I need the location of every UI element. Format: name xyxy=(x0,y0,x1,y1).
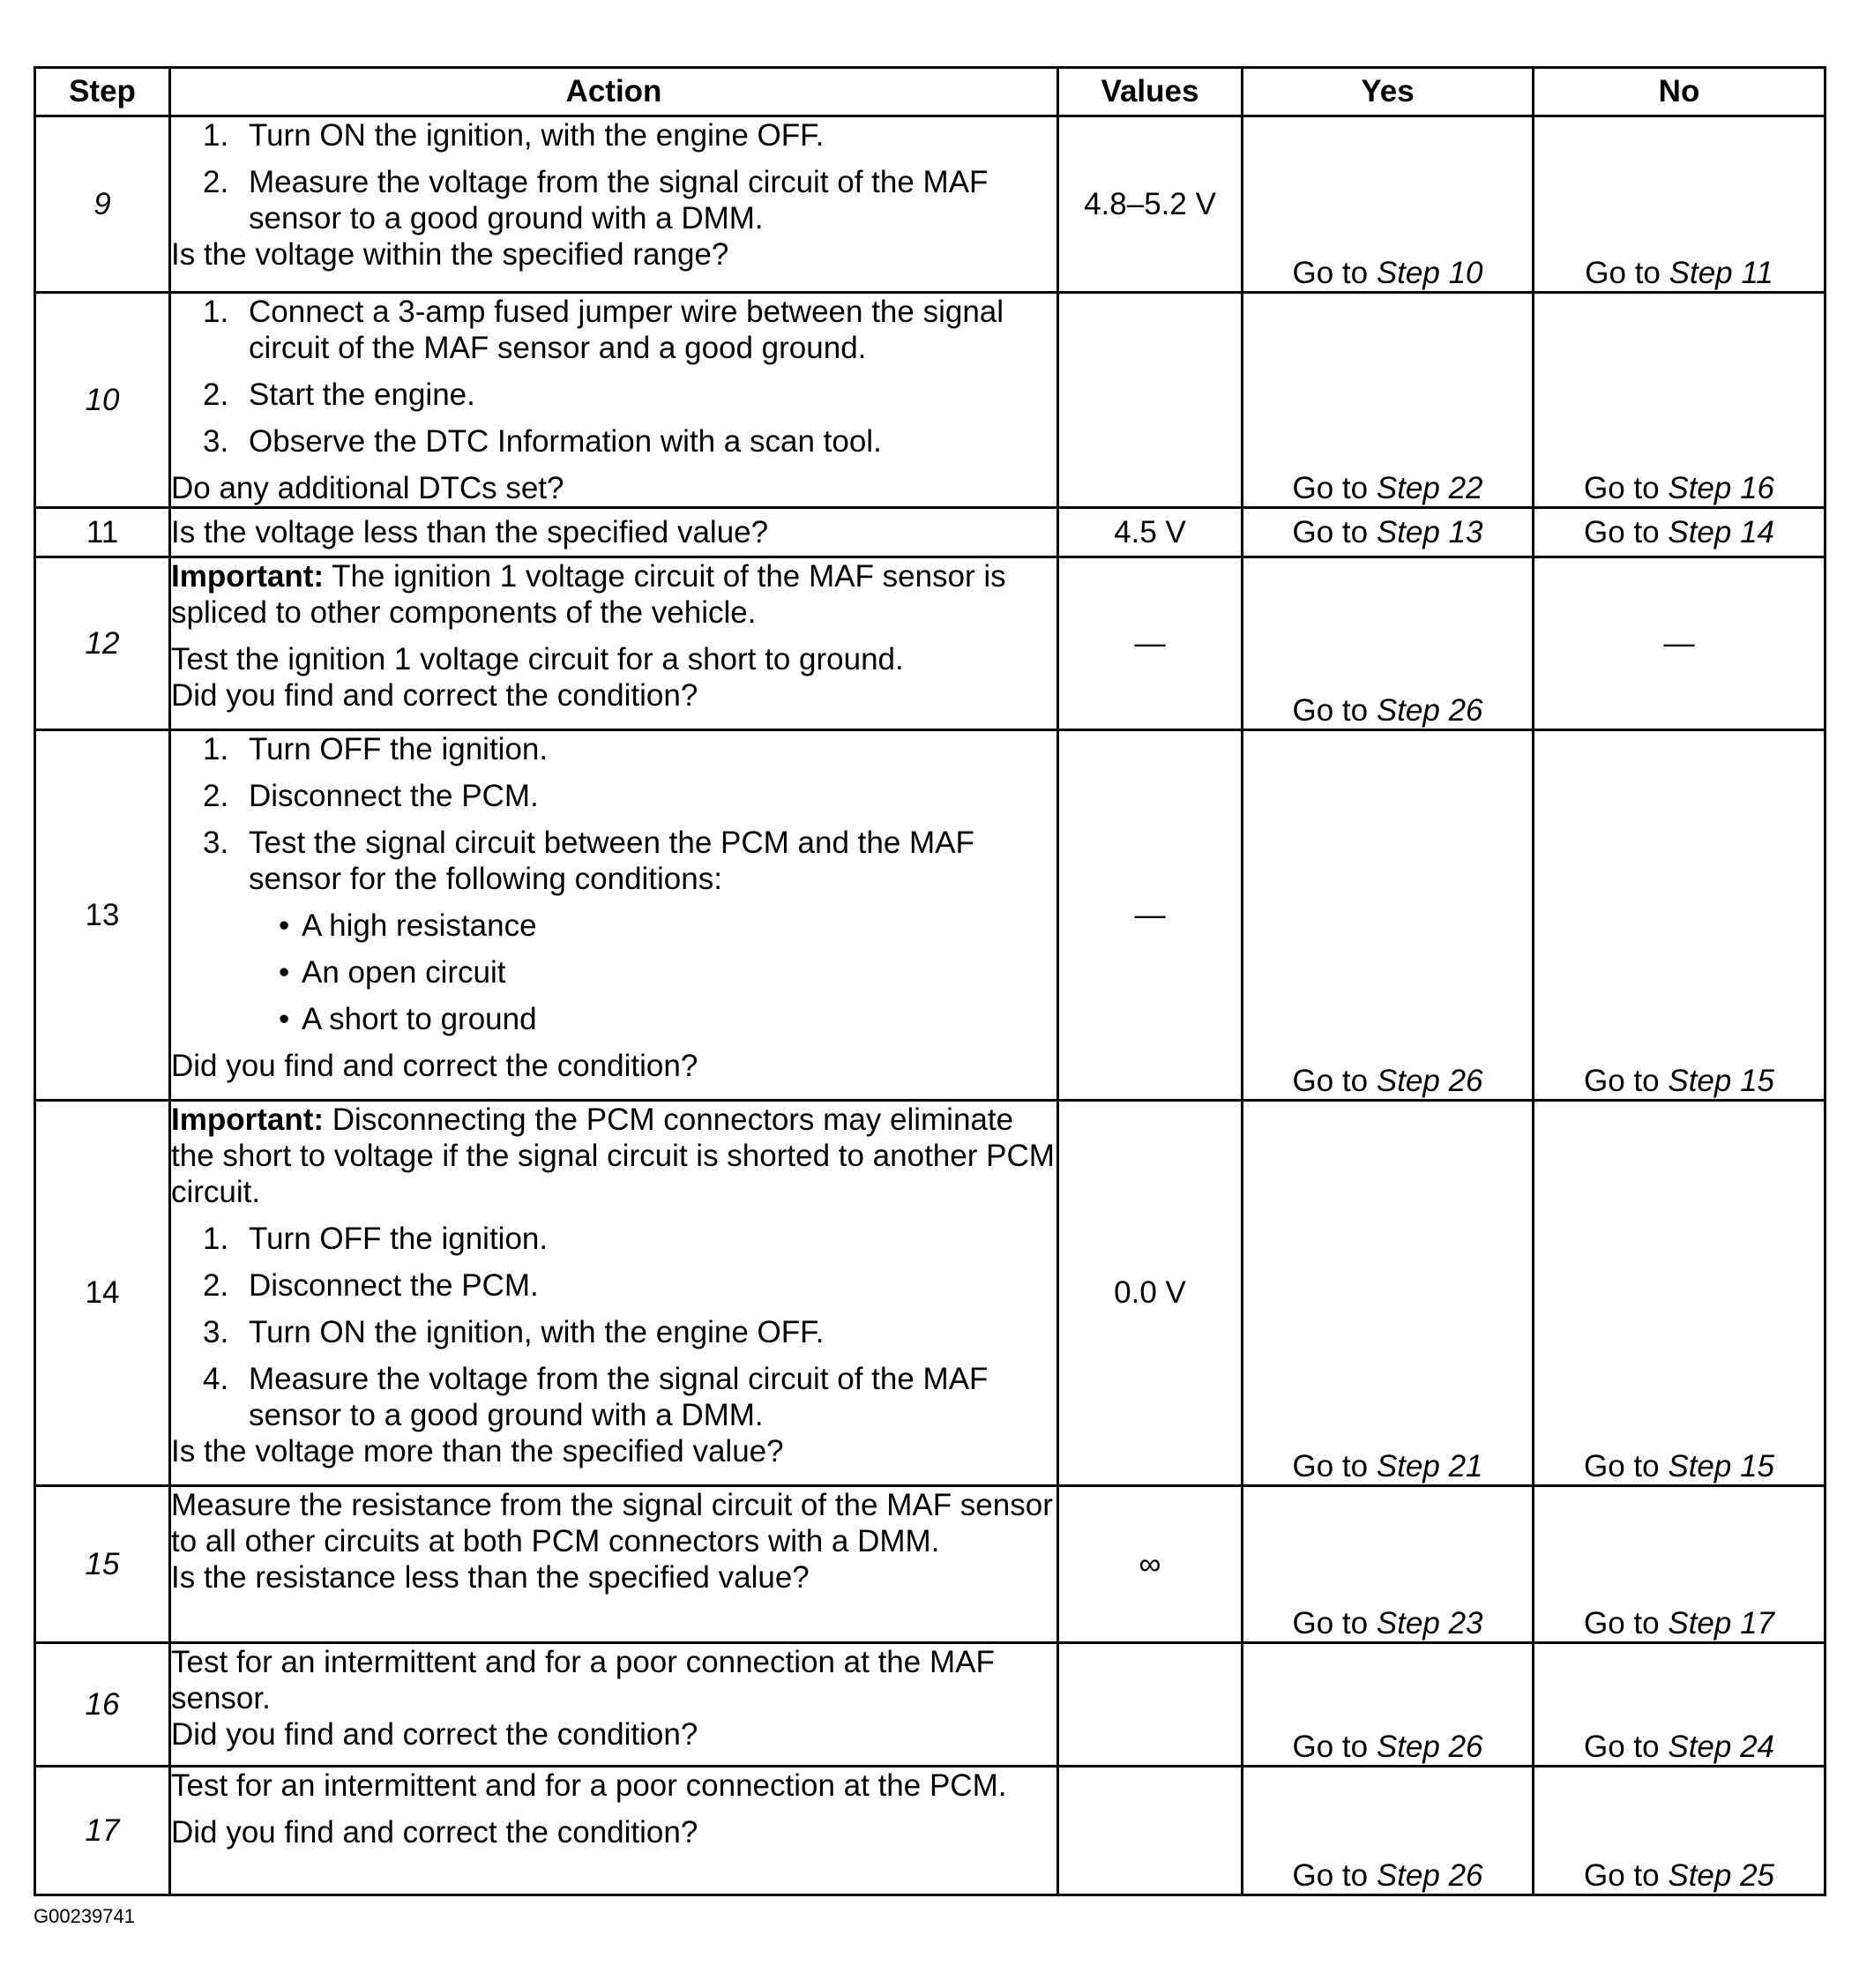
figure-id: G00239741 xyxy=(34,1905,135,1927)
no-cell: — xyxy=(1534,557,1825,730)
question: Is the voltage more than the specified value? xyxy=(171,1434,784,1469)
action-cell xyxy=(170,116,1058,293)
table-row xyxy=(35,1643,1825,1767)
list-item: 2. Disconnect the PCM. xyxy=(203,779,539,813)
table-row xyxy=(35,116,1825,293)
header-values: Values xyxy=(1058,68,1243,116)
no-cell: Go to Step 16 xyxy=(1534,293,1825,508)
question: Is the voltage within the specified range? xyxy=(171,237,729,272)
yes-cell: Go to Step 13 xyxy=(1243,508,1534,557)
no-cell: Go to Step 14 xyxy=(1534,508,1825,557)
list-item: 2. Measure the voltage from the signal circuit of the MAF sensor to a good ground with a DMM. xyxy=(203,165,989,235)
yes-cell: Go to Step 21 xyxy=(1243,1101,1534,1486)
table-row xyxy=(35,1486,1825,1643)
value-cell xyxy=(1058,1767,1243,1895)
list-item: 2. Start the engine. xyxy=(203,377,475,412)
step-number: 14 xyxy=(35,1101,170,1486)
list-item: 4. Measure the voltage from the signal circuit of the MAF sensor to a good ground with a DMM. xyxy=(203,1362,989,1432)
step-number: 11 xyxy=(35,508,170,557)
step-number: 15 xyxy=(35,1486,170,1643)
list-item: 1. Turn ON the ignition, with the engine OFF. xyxy=(203,118,825,153)
bullet-item: • An open circuit xyxy=(249,954,1056,990)
table-row xyxy=(35,293,1825,508)
question: Is the resistance less than the specified value? xyxy=(171,1560,810,1595)
yes-cell: Go to Step 10 xyxy=(1243,116,1534,293)
list-item: 1. Turn OFF the ignition. xyxy=(203,732,549,766)
yes-cell: Go to Step 26 xyxy=(1243,557,1534,730)
diagnostic-step-table xyxy=(34,66,1826,1896)
step-number: 12 xyxy=(35,557,170,730)
action-cell xyxy=(170,1101,1058,1486)
value-cell: 4.5 V xyxy=(1058,508,1243,557)
yes-cell: Go to Step 26 xyxy=(1243,730,1534,1101)
action-cell xyxy=(170,1643,1058,1767)
step-number: 10 xyxy=(35,293,170,508)
list-item: 3. Test the signal circuit between the PCM and the MAF sensor for the following conditions: • A high resistance • An open circuit • A short to ground xyxy=(171,825,1056,1037)
action-cell xyxy=(170,1486,1058,1643)
value-cell: 4.8–5.2 V xyxy=(1058,116,1243,293)
bullet-item: • A high resistance xyxy=(249,908,1056,944)
instruction: Test the ignition 1 voltage circuit for a short to ground. xyxy=(171,642,904,676)
important-note: Important: The ignition 1 voltage circuit of the MAF sensor is spliced to other components of the vehicle. xyxy=(171,559,1006,630)
value-cell: 0.0 V xyxy=(1058,1101,1243,1486)
no-cell: Go to Step 24 xyxy=(1534,1643,1825,1767)
action-cell xyxy=(170,508,1058,557)
header-step: Step xyxy=(35,68,170,116)
list-item: 1. Connect a 3-amp fused jumper wire between the signal circuit of the MAF sensor and a good ground. xyxy=(203,295,1004,365)
value-cell xyxy=(1058,293,1243,508)
step-number: 9 xyxy=(35,116,170,293)
instruction: Test for an intermittent and for a poor connection at the MAF sensor. xyxy=(171,1645,995,1715)
step-number: 17 xyxy=(35,1767,170,1895)
table-row xyxy=(35,508,1825,557)
step-number: 16 xyxy=(35,1643,170,1767)
table-row xyxy=(35,1767,1825,1895)
action-cell xyxy=(170,557,1058,730)
no-cell: Go to Step 15 xyxy=(1534,1101,1825,1486)
no-cell: Go to Step 15 xyxy=(1534,730,1825,1101)
value-cell: — xyxy=(1058,557,1243,730)
question: Did you find and correct the condition? xyxy=(171,1815,698,1850)
question: Did you find and correct the condition? xyxy=(171,1717,698,1752)
step-number: 13 xyxy=(35,730,170,1101)
table-row xyxy=(35,1101,1825,1486)
table-row xyxy=(35,557,1825,730)
header-yes: Yes xyxy=(1243,68,1534,116)
instruction: Test for an intermittent and for a poor connection at the PCM. xyxy=(171,1768,1007,1803)
action-cell xyxy=(170,730,1058,1101)
question: Did you find and correct the condition? xyxy=(171,678,698,713)
question: Do any additional DTCs set? xyxy=(171,471,564,505)
header-no: No xyxy=(1534,68,1825,116)
list-item: 3. Observe the DTC Information with a scan tool. xyxy=(203,424,882,459)
yes-cell: Go to Step 26 xyxy=(1243,1767,1534,1895)
important-note: Important: Disconnecting the PCM connectors may eliminate the short to voltage if the signal circuit is shorted to another PCM circuit. xyxy=(171,1102,1055,1209)
yes-cell: Go to Step 26 xyxy=(1243,1643,1534,1767)
action-cell xyxy=(170,293,1058,508)
value-cell: ∞ xyxy=(1058,1486,1243,1643)
table-row xyxy=(35,730,1825,1101)
no-cell: Go to Step 11 xyxy=(1534,116,1825,293)
value-cell xyxy=(1058,1643,1243,1767)
no-cell: Go to Step 17 xyxy=(1534,1486,1825,1643)
yes-cell: Go to Step 22 xyxy=(1243,293,1534,508)
question: Did you find and correct the condition? xyxy=(171,1049,698,1083)
list-item: 1. Turn OFF the ignition. xyxy=(203,1222,549,1256)
yes-cell: Go to Step 23 xyxy=(1243,1486,1534,1643)
diagnostic-table-container xyxy=(34,66,1824,1896)
instruction: Measure the resistance from the signal circuit of the MAF sensor to all other circuits at both PCM connectors with a DMM. xyxy=(171,1488,1053,1558)
no-cell: Go to Step 25 xyxy=(1534,1767,1825,1895)
list-item: 2. Disconnect the PCM. xyxy=(203,1268,539,1303)
value-cell: — xyxy=(1058,730,1243,1101)
list-item: 3. Turn ON the ignition, with the engine OFF. xyxy=(203,1315,825,1349)
bullet-item: • A short to ground xyxy=(249,1001,1056,1037)
header-action: Action xyxy=(170,68,1058,116)
header-row xyxy=(35,68,1825,116)
action-cell xyxy=(170,1767,1058,1895)
question: Is the voltage less than the specified value? xyxy=(171,515,769,549)
